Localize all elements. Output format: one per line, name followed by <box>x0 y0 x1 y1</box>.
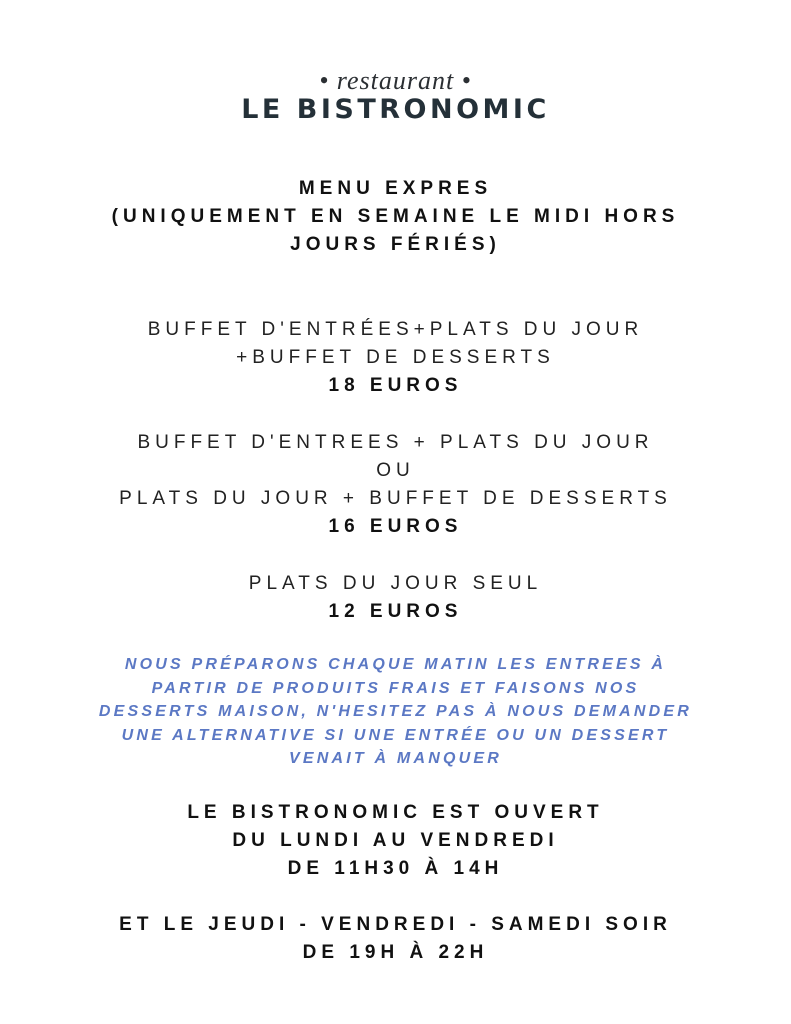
hours-line: LE BISTRONOMIC EST OUVERT <box>187 802 604 823</box>
offer-line: PLATS DU JOUR SEUL <box>248 573 543 594</box>
note-line: DESSERTS MAISON, N'HESITEZ PAS À NOUS DEMANDER <box>98 703 693 720</box>
menu-title-line: (UNIQUEMENT EN SEMAINE LE MIDI HORS <box>111 206 680 227</box>
evening-line: DE 19H À 22H <box>302 942 489 963</box>
evening-line: ET LE JEUDI - VENDREDI - SAMEDI SOIR <box>119 914 672 935</box>
note-line: VENAIT À MANQUER <box>289 750 502 767</box>
fresh-products-note <box>0 653 791 771</box>
note-line: PARTIR DE PRODUITS FRAIS ET FAISONS NOS <box>151 679 640 697</box>
menu-title <box>0 175 791 259</box>
menu-title-line: MENU EXPRES <box>298 178 493 199</box>
note-line: NOUS PRÉPARONS CHAQUE MATIN LES ENTREES À <box>124 656 667 673</box>
offer-16 <box>0 429 791 541</box>
offer-line: BUFFET D'ENTREES + PLATS DU JOUR <box>137 432 654 453</box>
offer-price: 18 EUROS <box>328 375 463 396</box>
evening-hours <box>0 911 791 967</box>
offer-12 <box>0 570 791 626</box>
offer-price: 16 EUROS <box>328 516 463 537</box>
offer-price: 12 EUROS <box>328 601 463 622</box>
restaurant-script-title: • restaurant • <box>319 66 472 95</box>
offer-line: PLATS DU JOUR + BUFFET DE DESSERTS <box>119 488 672 509</box>
brand-name: LE BISTRONOMIC <box>241 94 550 125</box>
menu-title-line: JOURS FÉRIÉS) <box>290 234 501 255</box>
offer-line: OU <box>376 460 415 481</box>
hours-line: DE 11H30 À 14H <box>287 858 504 879</box>
offer-line: +BUFFET DE DESSERTS <box>236 347 555 368</box>
offer-18 <box>0 316 791 400</box>
note-line: UNE ALTERNATIVE SI UNE ENTRÉE OU UN DESSERT <box>121 726 670 744</box>
hours-line: DU LUNDI AU VENDREDI <box>232 830 559 851</box>
opening-hours <box>0 799 791 883</box>
offer-line: BUFFET D'ENTRÉES+PLATS DU JOUR <box>147 319 644 340</box>
